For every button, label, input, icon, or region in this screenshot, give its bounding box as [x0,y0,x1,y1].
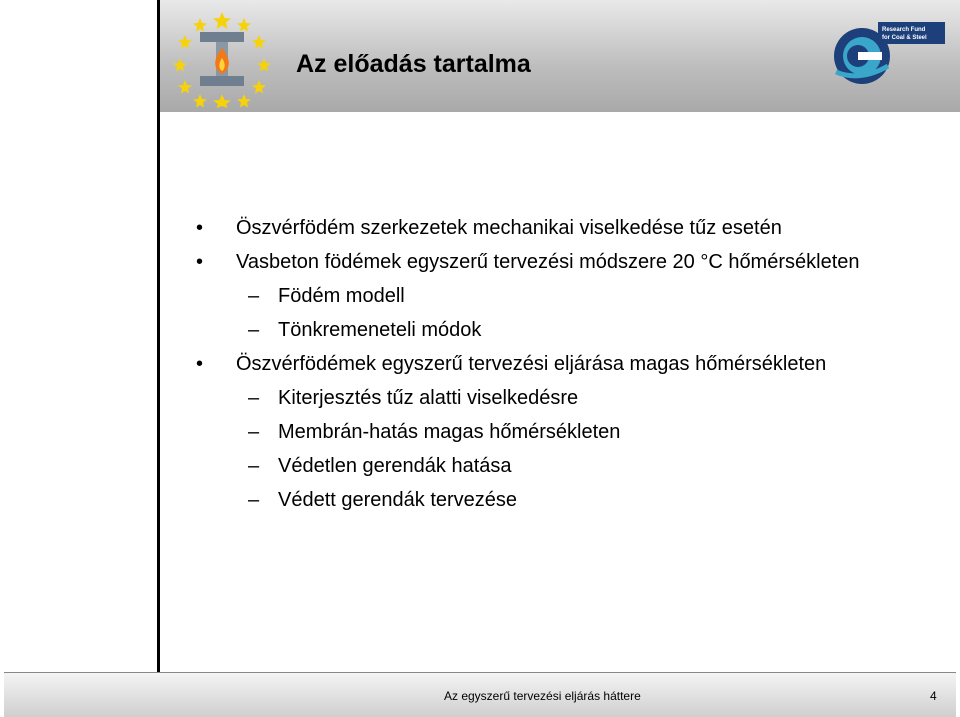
slide-title: Az előadás tartalma [296,50,531,78]
bullet-dot: • [196,251,204,273]
slide-content [190,214,923,520]
bullet-item: • Öszvérfödémek egyszerű tervezési eljárása magas hőmérsékleten [190,350,923,379]
sub-bullet-item: – Kiterjesztés tűz alatti viselkedésre [190,384,923,413]
sub-bullet-dash: – [248,489,260,511]
sub-bullet-dash: – [248,455,260,477]
sub-bullet-dash: – [248,421,260,443]
research-fund-coal-steel-icon [830,22,945,90]
sub-bullet-item: – Védetlen gerendák hatása [190,452,923,481]
slide-footer [4,672,956,717]
sub-bullet-item: – Védett gerendák tervezése [190,486,923,515]
sub-bullet-dash: – [248,285,260,307]
bullet-dot: • [196,217,204,239]
bullet-dot: • [196,353,204,375]
sub-bullet-dash: – [248,387,260,409]
page-number: 4 [930,689,937,703]
footer-title: Az egyszerű tervezési eljárás háttere [444,689,641,703]
sub-bullet-item: – Membrán-hatás magas hőmérsékleten [190,418,923,447]
sub-bullet-item: – Tönkremeneteli módok [190,316,923,345]
research-fund-label: Research Fund for Coal & Steel [882,27,927,41]
bullet-item: • Öszvérfödém szerkezetek mechanikai viselkedése tűz esetén [190,214,923,243]
bullet-item: • Vasbeton födémek egyszerű tervezési módszere 20 °C hőmérsékleten [190,248,923,277]
sub-bullet-item: – Födém modell [190,282,923,311]
eu-stars-fire-beam-icon [172,8,272,108]
sub-bullet-dash: – [248,319,260,341]
